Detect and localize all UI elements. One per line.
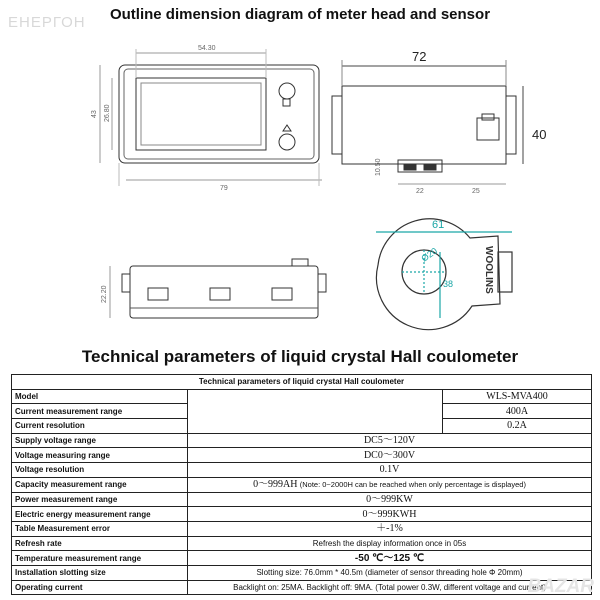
table-header-row [12, 375, 592, 390]
side-clip-1 [148, 288, 168, 300]
dim-back-height: 40 [532, 127, 547, 142]
button-top [279, 83, 295, 99]
row-label: Voltage measuring range [12, 448, 188, 463]
table-row [12, 565, 592, 580]
params-title: Technical parameters of liquid crystal Hall coulometer [81, 347, 519, 366]
row-label: Electric energy measurement range [12, 507, 188, 522]
row-label: Power measurement range [12, 492, 188, 507]
row-label: Capacity measurement range [12, 477, 188, 492]
button-bottom [279, 134, 295, 150]
dim-back-width: 72 [412, 49, 427, 64]
back-connector [477, 118, 499, 140]
table-row [12, 433, 592, 448]
row-label: Model [12, 389, 188, 404]
row-value: Refresh the display information once in 05s [188, 536, 592, 551]
dim-front-outer-height: 43 [91, 110, 98, 118]
lcd-screen [141, 83, 261, 145]
row-value: DC5～120V [188, 433, 592, 448]
capacity-value: 0～999AH [253, 479, 298, 491]
dim-back-a: 10.50 [375, 158, 382, 176]
table-row [12, 507, 592, 522]
sensor-plug [498, 252, 512, 292]
row-label: Installation slotting size [12, 565, 188, 580]
row-value: 0～999KW [188, 492, 592, 507]
button-bottom-triangle [283, 125, 291, 131]
row-value: WLS-MVA400 [443, 389, 592, 404]
side-top-nub [292, 259, 308, 266]
capacity-note: (Note: 0~2000H can be reached when only percentage is displayed) [299, 480, 526, 490]
back-connector-clip [482, 114, 494, 120]
table-row [12, 463, 592, 478]
sensor-body [376, 219, 500, 330]
row-label: Supply voltage range [12, 433, 188, 448]
dim-back-b: 22 [416, 188, 424, 195]
outline-title: Outline dimension diagram of meter head and sensor [109, 6, 491, 23]
side-view [110, 259, 326, 318]
table-row [12, 551, 592, 566]
side-right-flange [318, 274, 326, 292]
dim-side-height: 22.20 [101, 285, 108, 303]
row-label: Operating current [12, 580, 188, 595]
row-value [188, 477, 592, 492]
dim-front-outer-width: 79 [220, 185, 228, 192]
row-value: 400A [443, 404, 592, 419]
row-value: -50 ℃～125 ℃ [188, 551, 592, 566]
row-value: Slotting size: 76.0mm * 40.5m (diameter of sensor threading hole Φ 20mm) [188, 565, 592, 580]
row-value: 0.1V [188, 463, 592, 478]
row-label: Current resolution [12, 419, 188, 434]
side-body [130, 266, 318, 318]
front-view [100, 49, 322, 186]
lcd-window [136, 78, 266, 150]
table-row [12, 521, 592, 536]
table-header: Technical parameters of liquid crystal Hall coulometer [12, 375, 592, 390]
side-left-flange [122, 274, 130, 292]
sensor-brand-text: WOOLINS [483, 246, 494, 294]
side-clip-2 [210, 288, 230, 300]
row-label: Current measurement range [12, 404, 188, 419]
back-body [342, 86, 506, 164]
table-row [12, 477, 592, 492]
watermark: ЕНЕРГОН [8, 14, 86, 31]
back-left-tab [332, 96, 342, 154]
dim-front-inner-width: 54.30 [198, 45, 216, 52]
spec-table [11, 374, 592, 595]
row-label: Table Measurement error [12, 521, 188, 536]
dim-sensor-hole: Ø20 [419, 245, 440, 264]
row-label: Refresh rate [12, 536, 188, 551]
row-label: Voltage resolution [12, 463, 188, 478]
dim-back-c: 25 [472, 188, 480, 195]
table-row [12, 492, 592, 507]
dim-front-inner-height: 26.80 [104, 104, 111, 122]
row-value: 0.2A [443, 419, 592, 434]
row-label: Temperature measurement range [12, 551, 188, 566]
row-value: DC0～300V [188, 448, 592, 463]
front-panel-outline [119, 65, 319, 163]
side-clip-3 [272, 288, 292, 300]
row-value: 0～999KWH [188, 507, 592, 522]
row-value: Backlight on: 25MA. Backlight off: 9MA. (Total power 0.3W, different voltage and current) [188, 580, 592, 595]
blank-cell [188, 389, 443, 433]
brand-watermark: BAZAR [527, 576, 594, 597]
button-top-square [283, 99, 290, 106]
dim-sensor-width: 61 [432, 219, 445, 231]
back-right-tab [506, 96, 516, 154]
table-row [12, 580, 592, 595]
table-row [12, 536, 592, 551]
table-row [12, 389, 592, 404]
back-view [332, 60, 523, 184]
table-row [12, 448, 592, 463]
dim-sensor-height: 38 [443, 279, 454, 289]
row-value: ＋-1% [188, 521, 592, 536]
